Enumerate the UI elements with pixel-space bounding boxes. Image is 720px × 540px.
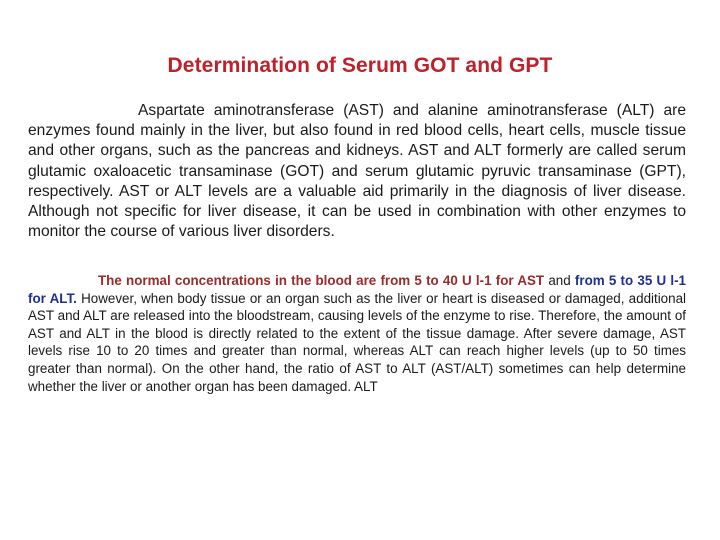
connector-text: and — [544, 273, 575, 288]
concentration-body-text: However, when body tissue or an organ such as the liver or heart is diseased or damaged, additional AST and ALT are released into the bloodstream, causing levels of the enzyme to rise. Therefore, the amount of AST and ALT in the blood is directly related to the extent of the tissue damage. After severe damage, AST levels rise 10 to 20 times and greater than normal, whereas ALT can reach higher levels (up to 50 times greater than normal). On the other hand, the ratio of AST to ALT (AST/ALT) sometimes can help determine whether the liver or another organ has been damaged. ALT — [28, 290, 687, 394]
normal-concentrations-paragraph — [28, 272, 686, 395]
slide-title: Determination of Serum GOT and GPT — [167, 54, 553, 77]
intro-paragraph: Aspartate aminotransferase (AST) and alanine aminotransferase (ALT) are enzymes found mainly in the liver, but also found in red blood cells, heart cells, muscle tissue and other organs, such as the pancreas and kidneys. AST and ALT formerly are called serum glutamic oxaloacetic transaminase (GOT) and serum glutamic pyruvic transaminase (GPT), respectively. AST or ALT levels are a valuable aid primarily in the diagnosis of liver disease. Although not specific for liver disease, it can be used in combination with other enzymes to monitor the course of various liver disorders. — [28, 102, 686, 241]
ast-normal-range-highlight: The normal concentrations in the blood are from 5 to 40 U l-1 for AST — [98, 273, 545, 288]
alt-normal-range-highlight: from 5 to 35 U l-1 for ALT. — [28, 273, 687, 306]
